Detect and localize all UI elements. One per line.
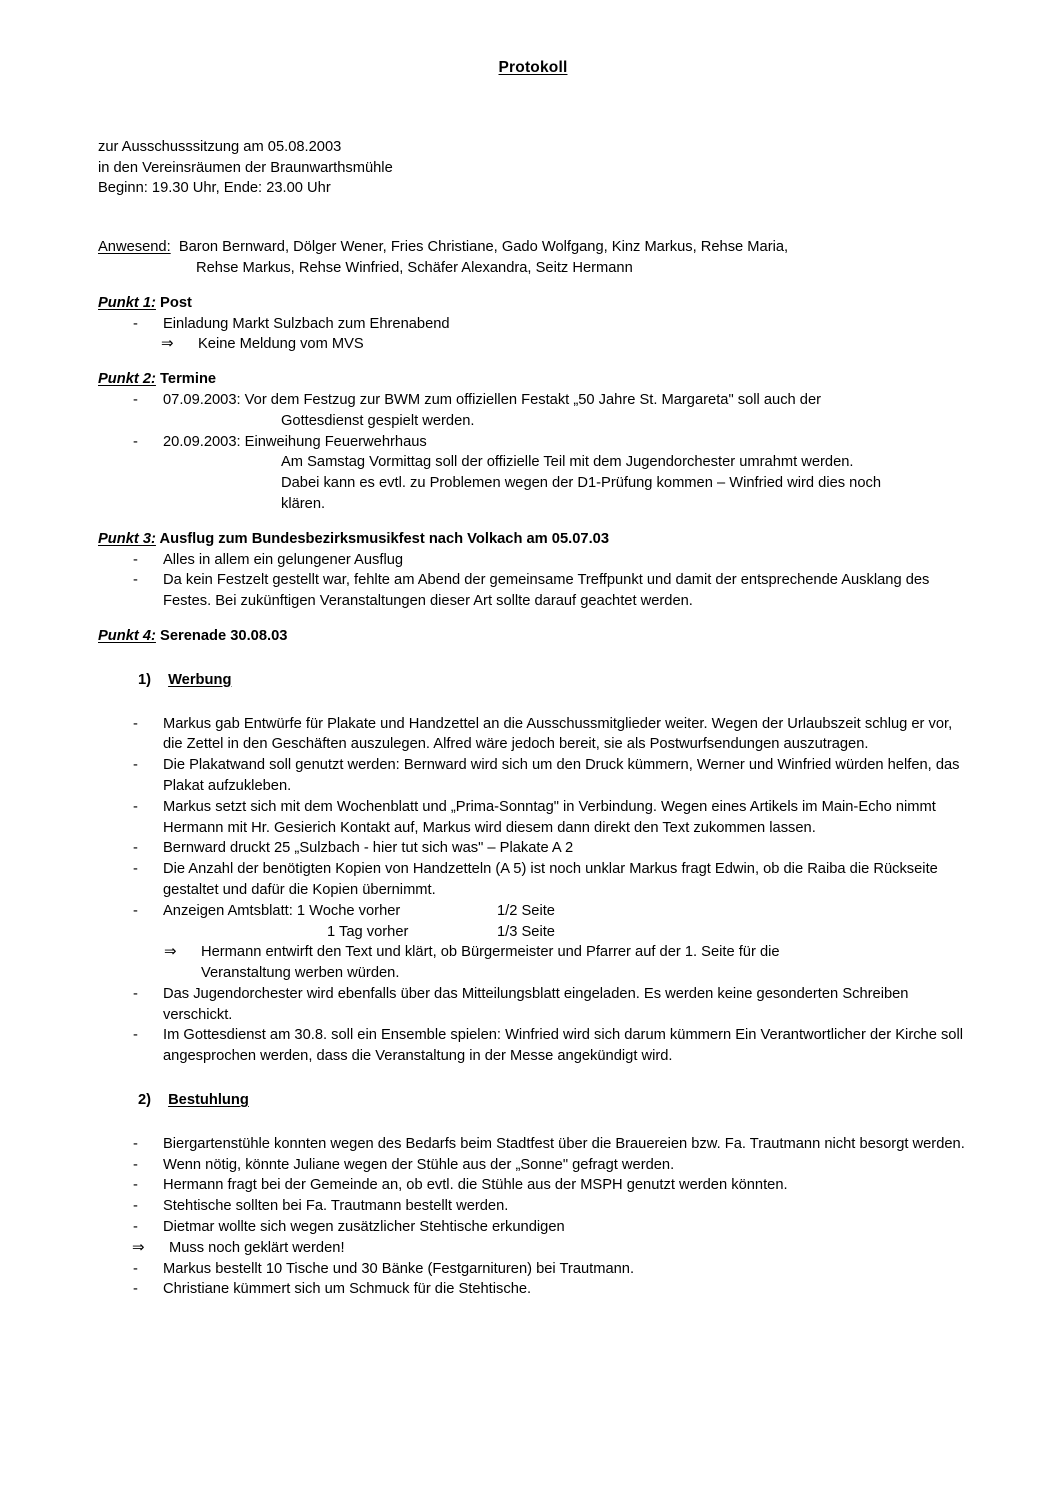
punkt-1-arrow-row — [98, 334, 968, 355]
bestuhlung-b6: Markus bestellt 10 Tische und 30 Bänke (Festgarnituren) bei Trautmann. — [163, 1260, 635, 1277]
werbung-amtsblatt-row-1-col-1: Anzeigen Amtsblatt: 1 Woche vorher — [163, 902, 401, 919]
list-item — [98, 1259, 968, 1280]
werbung-list — [98, 714, 968, 943]
punkt-2-bullet-1-line-2: Gottesdienst gespielt werden. — [281, 412, 475, 429]
arrow-icon: ⇒ — [132, 1238, 145, 1256]
punkt-2-bullet-2-line-3: Dabei kann es evtl. zu Problemen wegen der D1-Prüfung kommen – Winfried wird dies noch — [281, 475, 882, 492]
list-item — [98, 714, 968, 756]
punkt-1-arrow-text: Keine Meldung vom MVS — [198, 336, 364, 353]
bestuhlung-b2: Wenn nötig, könnte Juliane wegen der Stühle aus der „Sonne" gefragt werden. — [163, 1156, 675, 1173]
page-title — [98, 58, 968, 79]
werbung-b2-line-2: würden helfen, das Plakat aufzukleben. — [163, 757, 964, 794]
section-heading-punkt-3 — [98, 529, 968, 550]
werbung-list-continued — [98, 984, 968, 1067]
punkt-3-list — [98, 550, 968, 612]
bestuhlung-b7: Christiane kümmert sich um Schmuck für die Stehtische. — [163, 1281, 532, 1298]
arrow-icon: ⇒ — [161, 335, 174, 353]
bestuhlung-b5: Dietmar wollte sich wegen zusätzlicher Stehtische erkundigen — [163, 1219, 565, 1236]
dash-icon: - — [133, 902, 138, 919]
punkt-4-key: Punkt 4: — [98, 627, 156, 644]
werbung-b4: Bernward druckt 25 „Sulzbach - hier tut sich was" – Plakate A 2 — [163, 840, 574, 857]
subsection-heading-werbung — [98, 670, 968, 691]
attendees-block — [98, 237, 968, 279]
werbung-b8-line-1: Im Gottesdienst am 30.8. soll ein Ensemble spielen: Winfried wird sich darum kümmern — [163, 1027, 732, 1044]
werbung-b2-line-1: Die Plakatwand soll genutzt werden: Bernward wird sich um den Druck kümmern, Werner und Winfried — [163, 757, 832, 774]
meeting-header-line-1: zur Ausschusssitzung am 05.08.2003 — [98, 138, 342, 155]
dash-icon: - — [133, 1177, 138, 1194]
punkt-1-title: Post — [160, 294, 192, 311]
werbung-amtsblatt-row-1-col-2: 1/2 Seite — [497, 902, 555, 919]
bestuhlung-b3: Hermann fragt bei der Gemeinde an, ob evtl. die Stühle aus der MSPH genutzt werden könnten. — [163, 1177, 788, 1194]
punkt-2-bullet-2-line-1: 20.09.2003: Einweihung Feuerwehrhaus — [163, 433, 427, 450]
meeting-header-line-3: Beginn: 19.30 Uhr, Ende: 23.00 Uhr — [98, 180, 331, 197]
werbung-b1-line-3: sie als Postwurfsendungen auszutragen. — [603, 736, 869, 753]
werbung-b8-line-3: angekündigt wird. — [557, 1048, 673, 1065]
punkt-2-bullet-1 — [163, 390, 968, 432]
list-item — [98, 1217, 968, 1238]
bestuhlung-list-continued — [98, 1259, 968, 1301]
werbung-label: Werbung — [168, 671, 232, 688]
punkt-4-title: Serenade 30.08.03 — [160, 627, 288, 644]
werbung-b1-line-2: Wegen der Urlaubszeit schlug er vor, die Zettel in den Geschäften auszulegen. Alfred wäre jedoch bereit, — [163, 715, 957, 753]
werbung-arrow-line-1: Hermann entwirft den Text und klärt, ob Bürgermeister und Pfarrer auf der 1. Seite für die — [201, 944, 780, 961]
list-item — [98, 901, 968, 943]
werbung-b8-line-2: Ein Verantwortlicher der Kirche soll angesprochen werden, dass die Veranstaltung in der Messe — [163, 1027, 968, 1065]
punkt-3-bullet-2-line-1: Da kein Festzelt gestellt war, fehlte am Abend der gemeinsame Treffpunkt und damit der entsprechende — [163, 572, 838, 589]
werbung-b5-line-2: Markus fragt Edwin, ob die Raiba die Rückseite gestaltet und dafür die Kopien übernimmt. — [163, 861, 942, 898]
werbung-b5-line-1: Die Anzahl der benötigten Kopien von Handzetteln (A 5) ist noch unklar — [163, 861, 626, 878]
punkt-2-bullet-2-line-4: klären. — [281, 495, 326, 512]
attendees-names-line-1: Baron Bernward, Dölger Wener, Fries Christiane, Gado Wolfgang, Kinz Markus, Rehse Maria, — [178, 239, 789, 256]
dash-icon: - — [133, 1219, 138, 1236]
list-item — [98, 984, 968, 1026]
bestuhlung-arrow-text: Muss noch geklärt werden! — [169, 1239, 345, 1256]
list-item — [98, 570, 968, 612]
werbung-b3-line-1: Markus setzt sich mit dem Wochenblatt und „Prima-Sonntag" in Verbindung. — [163, 798, 657, 815]
punkt-2-key: Punkt 2: — [98, 371, 156, 388]
dash-icon: - — [133, 1135, 138, 1152]
list-item — [98, 797, 968, 839]
list-item — [98, 1196, 968, 1217]
dash-icon: - — [133, 1260, 138, 1277]
dash-icon: - — [133, 1027, 138, 1044]
list-item — [98, 1155, 968, 1176]
werbung-b7-line-2: Schreiben verschickt. — [163, 985, 913, 1023]
punkt-2-bullet-2 — [163, 432, 968, 515]
dash-icon: - — [133, 1281, 138, 1298]
list-item — [98, 432, 968, 515]
dash-icon: - — [133, 551, 138, 568]
werbung-b3-line-3: dann direkt den Text zukommen lassen. — [557, 819, 816, 836]
punkt-1-bullet-1: Einladung Markt Sulzbach zum Ehrenabend — [163, 315, 450, 332]
werbung-amtsblatt-row-2-col-2: 1/3 Seite — [497, 923, 555, 940]
list-item — [98, 859, 968, 901]
section-heading-punkt-4 — [98, 626, 968, 647]
list-item — [98, 1134, 968, 1155]
punkt-3-bullet-2-line-2: Ausklang des Festes. Bei zukünftigen Veranstaltungen dieser Art sollte darauf geachtet werden. — [163, 572, 934, 610]
dash-icon: - — [133, 433, 138, 450]
attendees-names-line-2: Rehse Markus, Rehse Winfried, Schäfer Alexandra, Seitz Hermann — [196, 259, 633, 276]
werbung-b1-line-1: Markus gab Entwürfe für Plakate und Handzettel an die Ausschussmitglieder weiter. — [163, 715, 708, 732]
arrow-icon: ⇒ — [164, 943, 177, 961]
dash-icon: - — [133, 315, 138, 332]
bestuhlung-number: 2) — [138, 1092, 152, 1109]
list-item — [98, 314, 968, 335]
meeting-header-line-2: in den Vereinsräumen der Braunwarthsmühle — [98, 159, 393, 176]
werbung-amtsblatt-row-2 — [163, 922, 968, 943]
bestuhlung-b1-line-2: besorgt werden. — [859, 1135, 965, 1152]
subsection-heading-bestuhlung — [98, 1090, 968, 1111]
punkt-1-list — [98, 314, 968, 335]
document-body — [98, 58, 968, 1300]
section-heading-punkt-1 — [98, 293, 968, 314]
dash-icon: - — [133, 715, 138, 732]
punkt-3-bullet-1: Alles in allem ein gelungener Ausflug — [163, 551, 404, 568]
werbung-b7-line-1: Das Jugendorchester wird ebenfalls über das Mitteilungsblatt eingeladen. Es werden keine gesonderten — [163, 985, 839, 1002]
dash-icon: - — [133, 1198, 138, 1215]
list-item — [98, 1175, 968, 1196]
list-item — [98, 1279, 968, 1300]
werbung-amtsblatt-row-1 — [163, 901, 968, 922]
bestuhlung-list — [98, 1134, 968, 1238]
punkt-3-title: Ausflug zum Bundesbezirksmusikfest nach Volkach am 05.07.03 — [159, 530, 609, 547]
punkt-3-key: Punkt 3: — [98, 530, 156, 547]
section-heading-punkt-2 — [98, 369, 968, 390]
werbung-number: 1) — [138, 671, 152, 688]
list-item — [98, 755, 968, 797]
dash-icon: - — [133, 391, 138, 408]
bestuhlung-b4: Stehtische sollten bei Fa. Trautmann bestellt werden. — [163, 1198, 509, 1215]
dash-icon: - — [133, 798, 138, 815]
punkt-2-title: Termine — [160, 371, 217, 388]
dash-icon: - — [133, 1156, 138, 1173]
meeting-header — [98, 137, 968, 199]
page-title-text: Protokoll — [498, 59, 568, 76]
attendees-row-1 — [98, 237, 968, 258]
punkt-1-key: Punkt 1: — [98, 294, 156, 311]
list-item — [98, 1025, 968, 1067]
bestuhlung-b1-line-1: Biergartenstühle konnten wegen des Bedarfs beim Stadtfest über die Brauereien bzw. Fa. Trautmann nicht — [163, 1135, 856, 1152]
dash-icon: - — [133, 861, 138, 878]
dash-icon: - — [133, 840, 138, 857]
werbung-arrow-line-2: Veranstaltung werben würden. — [201, 965, 400, 982]
bestuhlung-arrow-row — [98, 1238, 968, 1259]
attendees-label: Anwesend: — [98, 239, 171, 256]
bestuhlung-label: Bestuhlung — [168, 1092, 249, 1109]
punkt-2-bullet-2-line-2: Am Samstag Vormittag soll der offizielle Teil mit dem Jugendorchester umrahmt werden. — [281, 454, 854, 471]
list-item — [98, 390, 968, 432]
werbung-arrow-row — [98, 942, 968, 984]
werbung-b3-line-2: Wegen eines Artikels im Main-Echo nimmt Hermann mit Hr. Gesierich Kontakt auf, Markus wird diesem — [163, 798, 940, 836]
werbung-amtsblatt-row-2-col-1: 1 Tag vorher — [327, 923, 409, 940]
punkt-2-bullet-1-line-1: 07.09.2003: Vor dem Festzug zur BWM zum offiziellen Festakt „50 Jahre St. Margareta" soll auch der — [163, 391, 822, 408]
punkt-2-list — [98, 390, 968, 515]
list-item — [98, 550, 968, 571]
dash-icon: - — [133, 572, 138, 589]
dash-icon: - — [133, 757, 138, 774]
dash-icon: - — [133, 985, 138, 1002]
list-item — [98, 838, 968, 859]
